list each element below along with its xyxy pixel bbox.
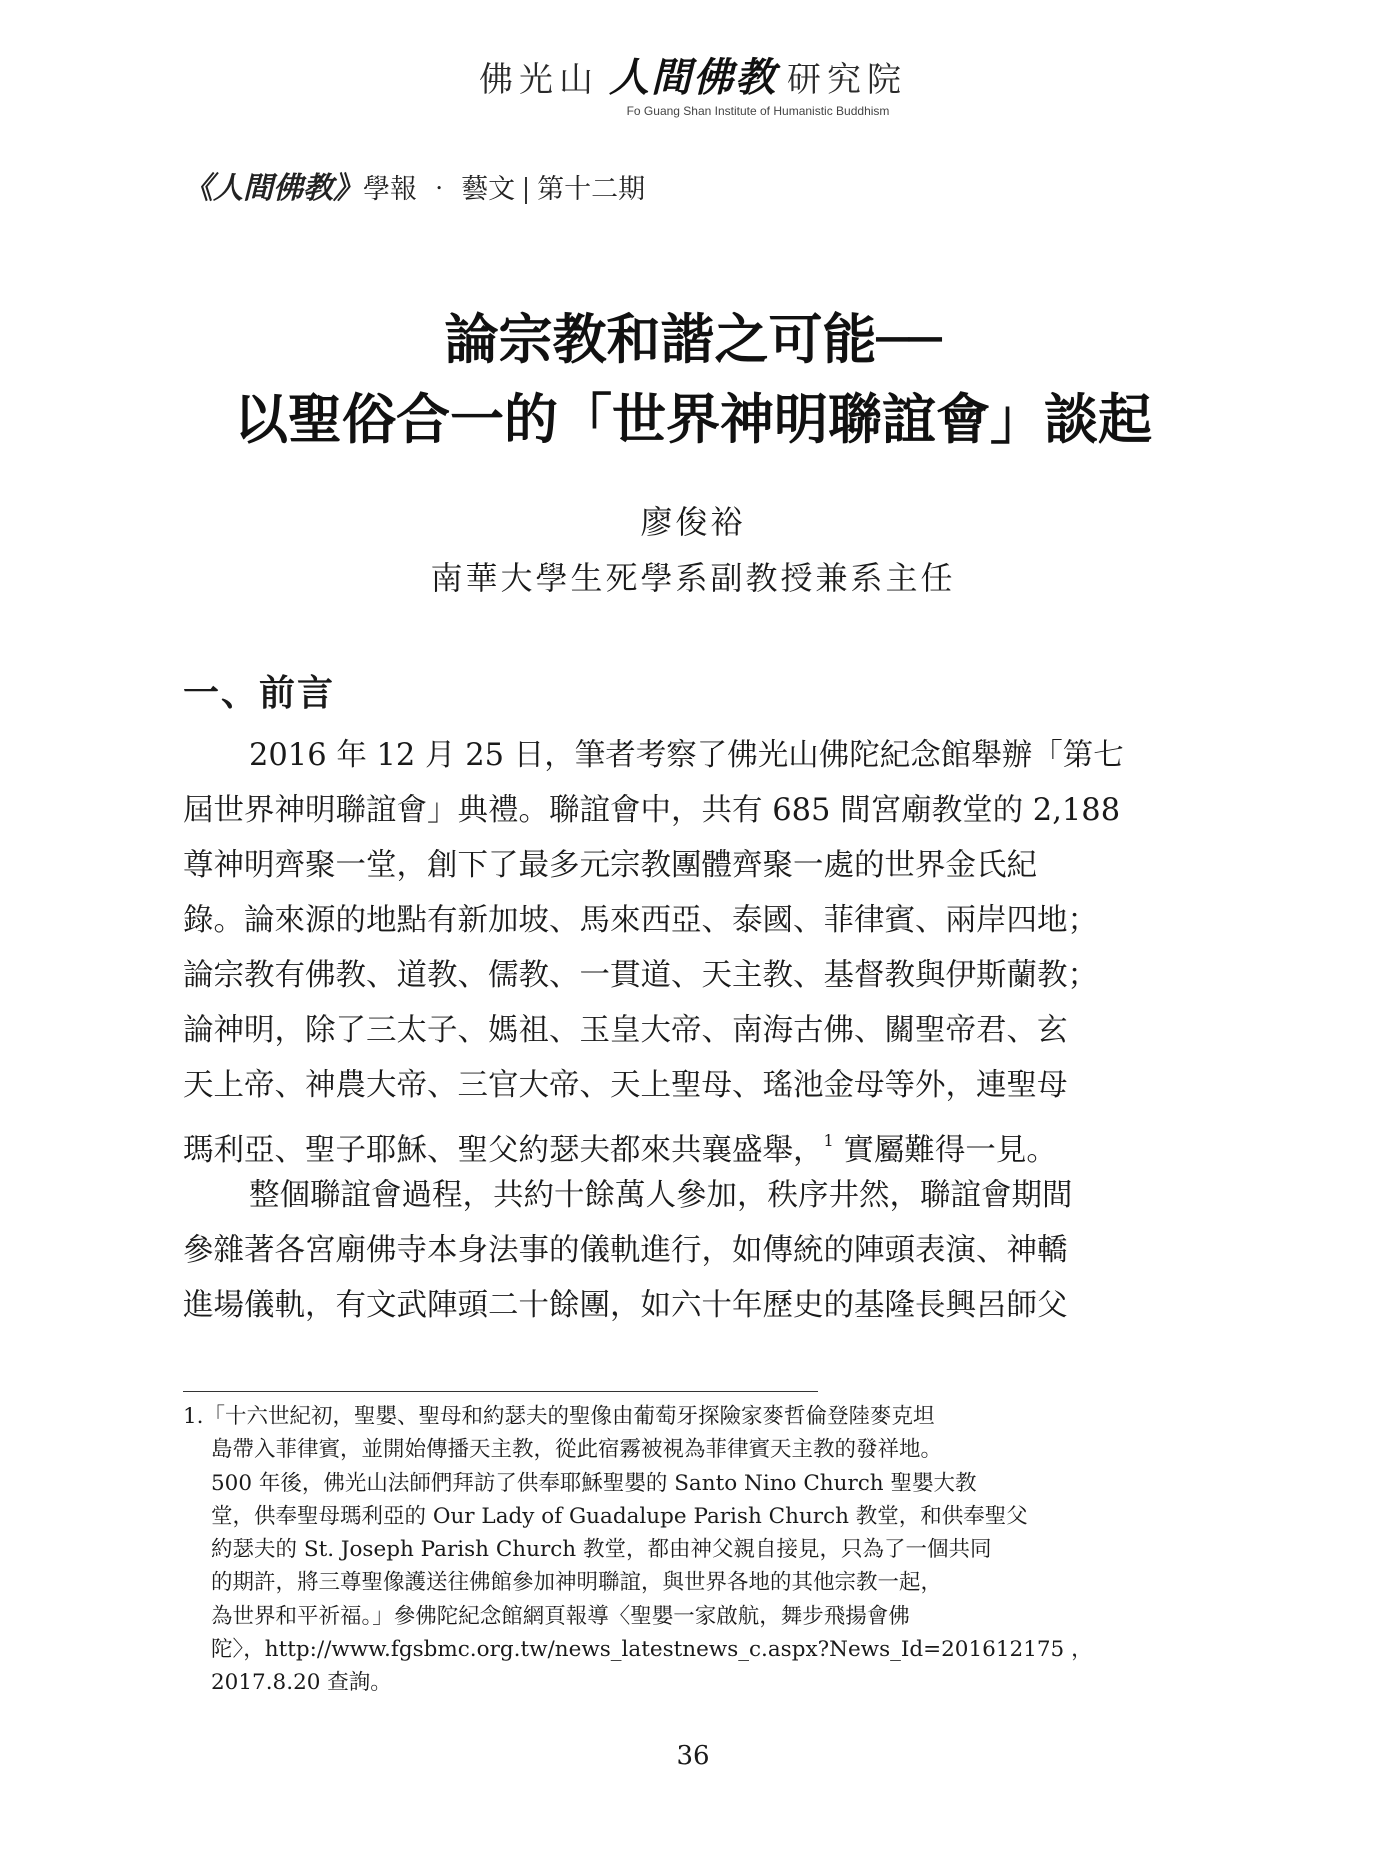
logo-text-left: 佛光山: [479, 60, 599, 100]
body-line: 參雜著各宮廟佛寺本身法事的儀軌進行，如傳統的陣頭表演、神轎: [183, 1233, 1068, 1268]
footnote-line: 500 年後，佛光山法師們拜訪了供奉耶穌聖嬰的 Santo Nino Church 聖嬰大教: [211, 1470, 977, 1496]
author-affiliation: 南華大學生死學系副教授兼系主任: [430, 559, 956, 597]
footnote-line: 堂，供奉聖母瑪利亞的 Our Lady of Guadalupe Parish Church 教堂，和供奉聖父: [211, 1503, 1028, 1529]
body-text: [183, 728, 1173, 1333]
body-line: [183, 1113, 1173, 1168]
footnote-line: 為世界和平祈福。」參佛陀紀念館網頁報導〈聖嬰一家啟航，舞步飛揚會佛: [211, 1603, 910, 1629]
footnote: [183, 1400, 1173, 1700]
section-heading: 一、前言: [183, 673, 336, 714]
footnote-line: 島帶入菲律賓，並開始傳播天主教，從此宿霧被視為菲律賓天主教的發祥地。: [211, 1437, 943, 1463]
issue-label: 第十二期: [537, 174, 646, 205]
title-line-2: 以聖俗合一的「世界神明聯誼會」談起: [234, 388, 1152, 451]
body-line: 進場儀軌，有文武陣頭二十餘團，如六十年歷史的基隆長興呂師父: [183, 1288, 1068, 1323]
footnote-line: 的期許，將三尊聖像護送往佛館參加神明聯誼，與世界各地的其他宗教一起，: [211, 1570, 943, 1596]
journal-name: 《人間佛教》: [183, 171, 363, 206]
logo-brand: 人間佛教: [609, 55, 777, 101]
body-line: 2016 年 12 月 25 日，筆者考察了佛光山佛陀紀念館舉辦「第七: [249, 738, 1124, 773]
title-line-1: 論宗教和諧之可能──: [444, 308, 942, 371]
logo-text-right: 研究院: [787, 60, 907, 100]
header-divider: [525, 177, 527, 204]
footnote-line: 約瑟夫的 St. Joseph Parish Church 教堂，都由神父親自接見，只為了一個共同: [211, 1537, 992, 1563]
journal-suffix: 學報 ‧ 藝文: [363, 174, 516, 205]
body-line: 尊神明齊聚一堂，創下了最多元宗教團體齊聚一處的世界金氏紀: [183, 848, 1037, 883]
body-line: 整個聯誼會過程，共約十餘萬人參加，秩序井然，聯誼會期間: [249, 1178, 1073, 1213]
article-title: [0, 300, 1386, 460]
body-line-tail: 實屬難得一見。: [833, 1133, 1057, 1168]
body-line: 錄。論來源的地點有新加坡、馬來西亞、泰國、菲律賓、兩岸四地；: [183, 903, 1098, 938]
logo-english: Fo Guang Shan Institute of Humanistic Buddhism: [626, 104, 890, 118]
footnote-url-line[interactable]: 陀〉，http://www.fgsbmc.org.tw/news_latestnews_c.aspx?News_Id=201612175 ，: [211, 1637, 1093, 1663]
body-line: 論宗教有佛教、道教、儒教、一貫道、天主教、基督教與伊斯蘭教；: [183, 958, 1098, 993]
page-number: 36: [676, 1741, 710, 1771]
footnote-line: 2017.8.20 查詢。: [211, 1670, 392, 1696]
footnote-divider: [183, 1391, 818, 1392]
body-line: 屆世界神明聯誼會」典禮。聯誼會中，共有 685 間宮廟教堂的 2,188: [183, 793, 1121, 828]
footnote-line: 1.「十六世紀初，聖嬰、聖母和約瑟夫的聖像由葡萄牙探險家麥哲倫登陸麥克坦: [183, 1404, 935, 1429]
body-line: 論神明，除了三太子、媽祖、玉皇大帝、南海古佛、關聖帝君、玄: [183, 1013, 1068, 1048]
author-name: 廖俊裕: [640, 503, 746, 541]
institute-logo: [0, 55, 1386, 118]
footnote-ref[interactable]: 1: [823, 1131, 834, 1150]
body-line: 天上帝、神農大帝、三官大帝、天上聖母、瑤池金母等外，連聖母: [183, 1068, 1068, 1103]
body-line-text: 瑪利亞、聖子耶穌、聖父約瑟夫都來共襄盛舉，: [183, 1133, 824, 1168]
running-header: [183, 163, 645, 207]
